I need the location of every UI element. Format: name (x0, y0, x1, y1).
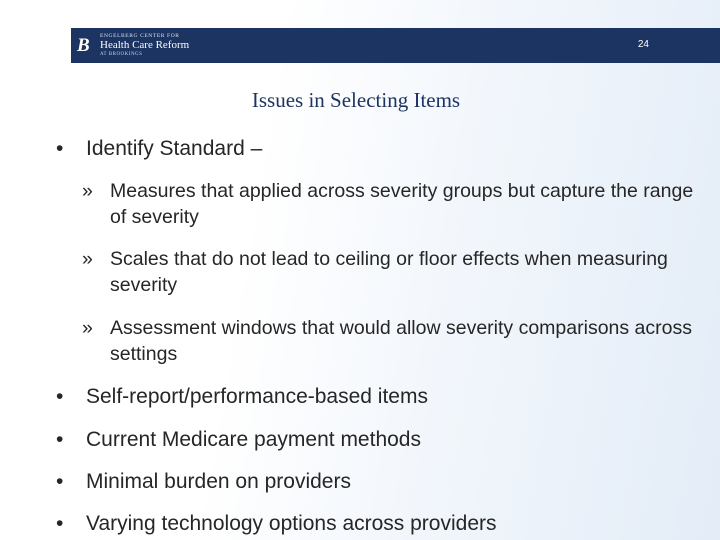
bullet-item (56, 469, 351, 495)
sub-bullet-text: Scales that do not lead to ceiling or floor effects when measuring severity (110, 248, 668, 296)
header-bar (71, 28, 720, 63)
bullet-marker: • (56, 428, 64, 451)
bullet-marker: • (56, 385, 64, 408)
bullet-marker: • (56, 470, 64, 493)
bullet-text: Identify Standard – (86, 137, 263, 160)
sub-bullet-item (82, 178, 702, 230)
brookings-logo (77, 31, 189, 60)
bullet-text: Minimal burden on providers (86, 470, 351, 493)
bullet-text: Varying technology options across providers (86, 512, 497, 535)
bullet-marker: • (56, 137, 64, 160)
sub-bullet-text: Measures that applied across severity groups but capture the range of severity (110, 180, 694, 228)
logo-top-line: ENGELBERG CENTER FOR (100, 32, 180, 39)
bullet-text: Current Medicare payment methods (86, 428, 421, 451)
bullet-text: Self-report/performance-based items (86, 385, 428, 408)
sub-bullet-text: Assessment windows that would allow severity comparisons across settings (110, 317, 692, 365)
sub-bullet-marker: » (82, 248, 93, 270)
logo-mark: B (77, 35, 90, 56)
logo-text (100, 34, 189, 58)
logo-bottom-line: AT BROOKINGS (100, 52, 143, 58)
logo-main-line: Health Care Reform (100, 39, 190, 52)
sub-bullet-item (82, 315, 702, 367)
sub-bullet-item (82, 246, 702, 298)
sub-bullet-marker: » (82, 317, 93, 339)
bullet-item (56, 384, 428, 410)
bullet-marker: • (56, 512, 64, 535)
sub-bullet-marker: » (82, 180, 93, 202)
bullet-item (56, 136, 262, 162)
bullet-item (56, 427, 421, 453)
page-number: 24 (637, 39, 649, 50)
bullet-item (56, 511, 497, 537)
slide-title: Issues in Selecting Items (251, 88, 461, 112)
